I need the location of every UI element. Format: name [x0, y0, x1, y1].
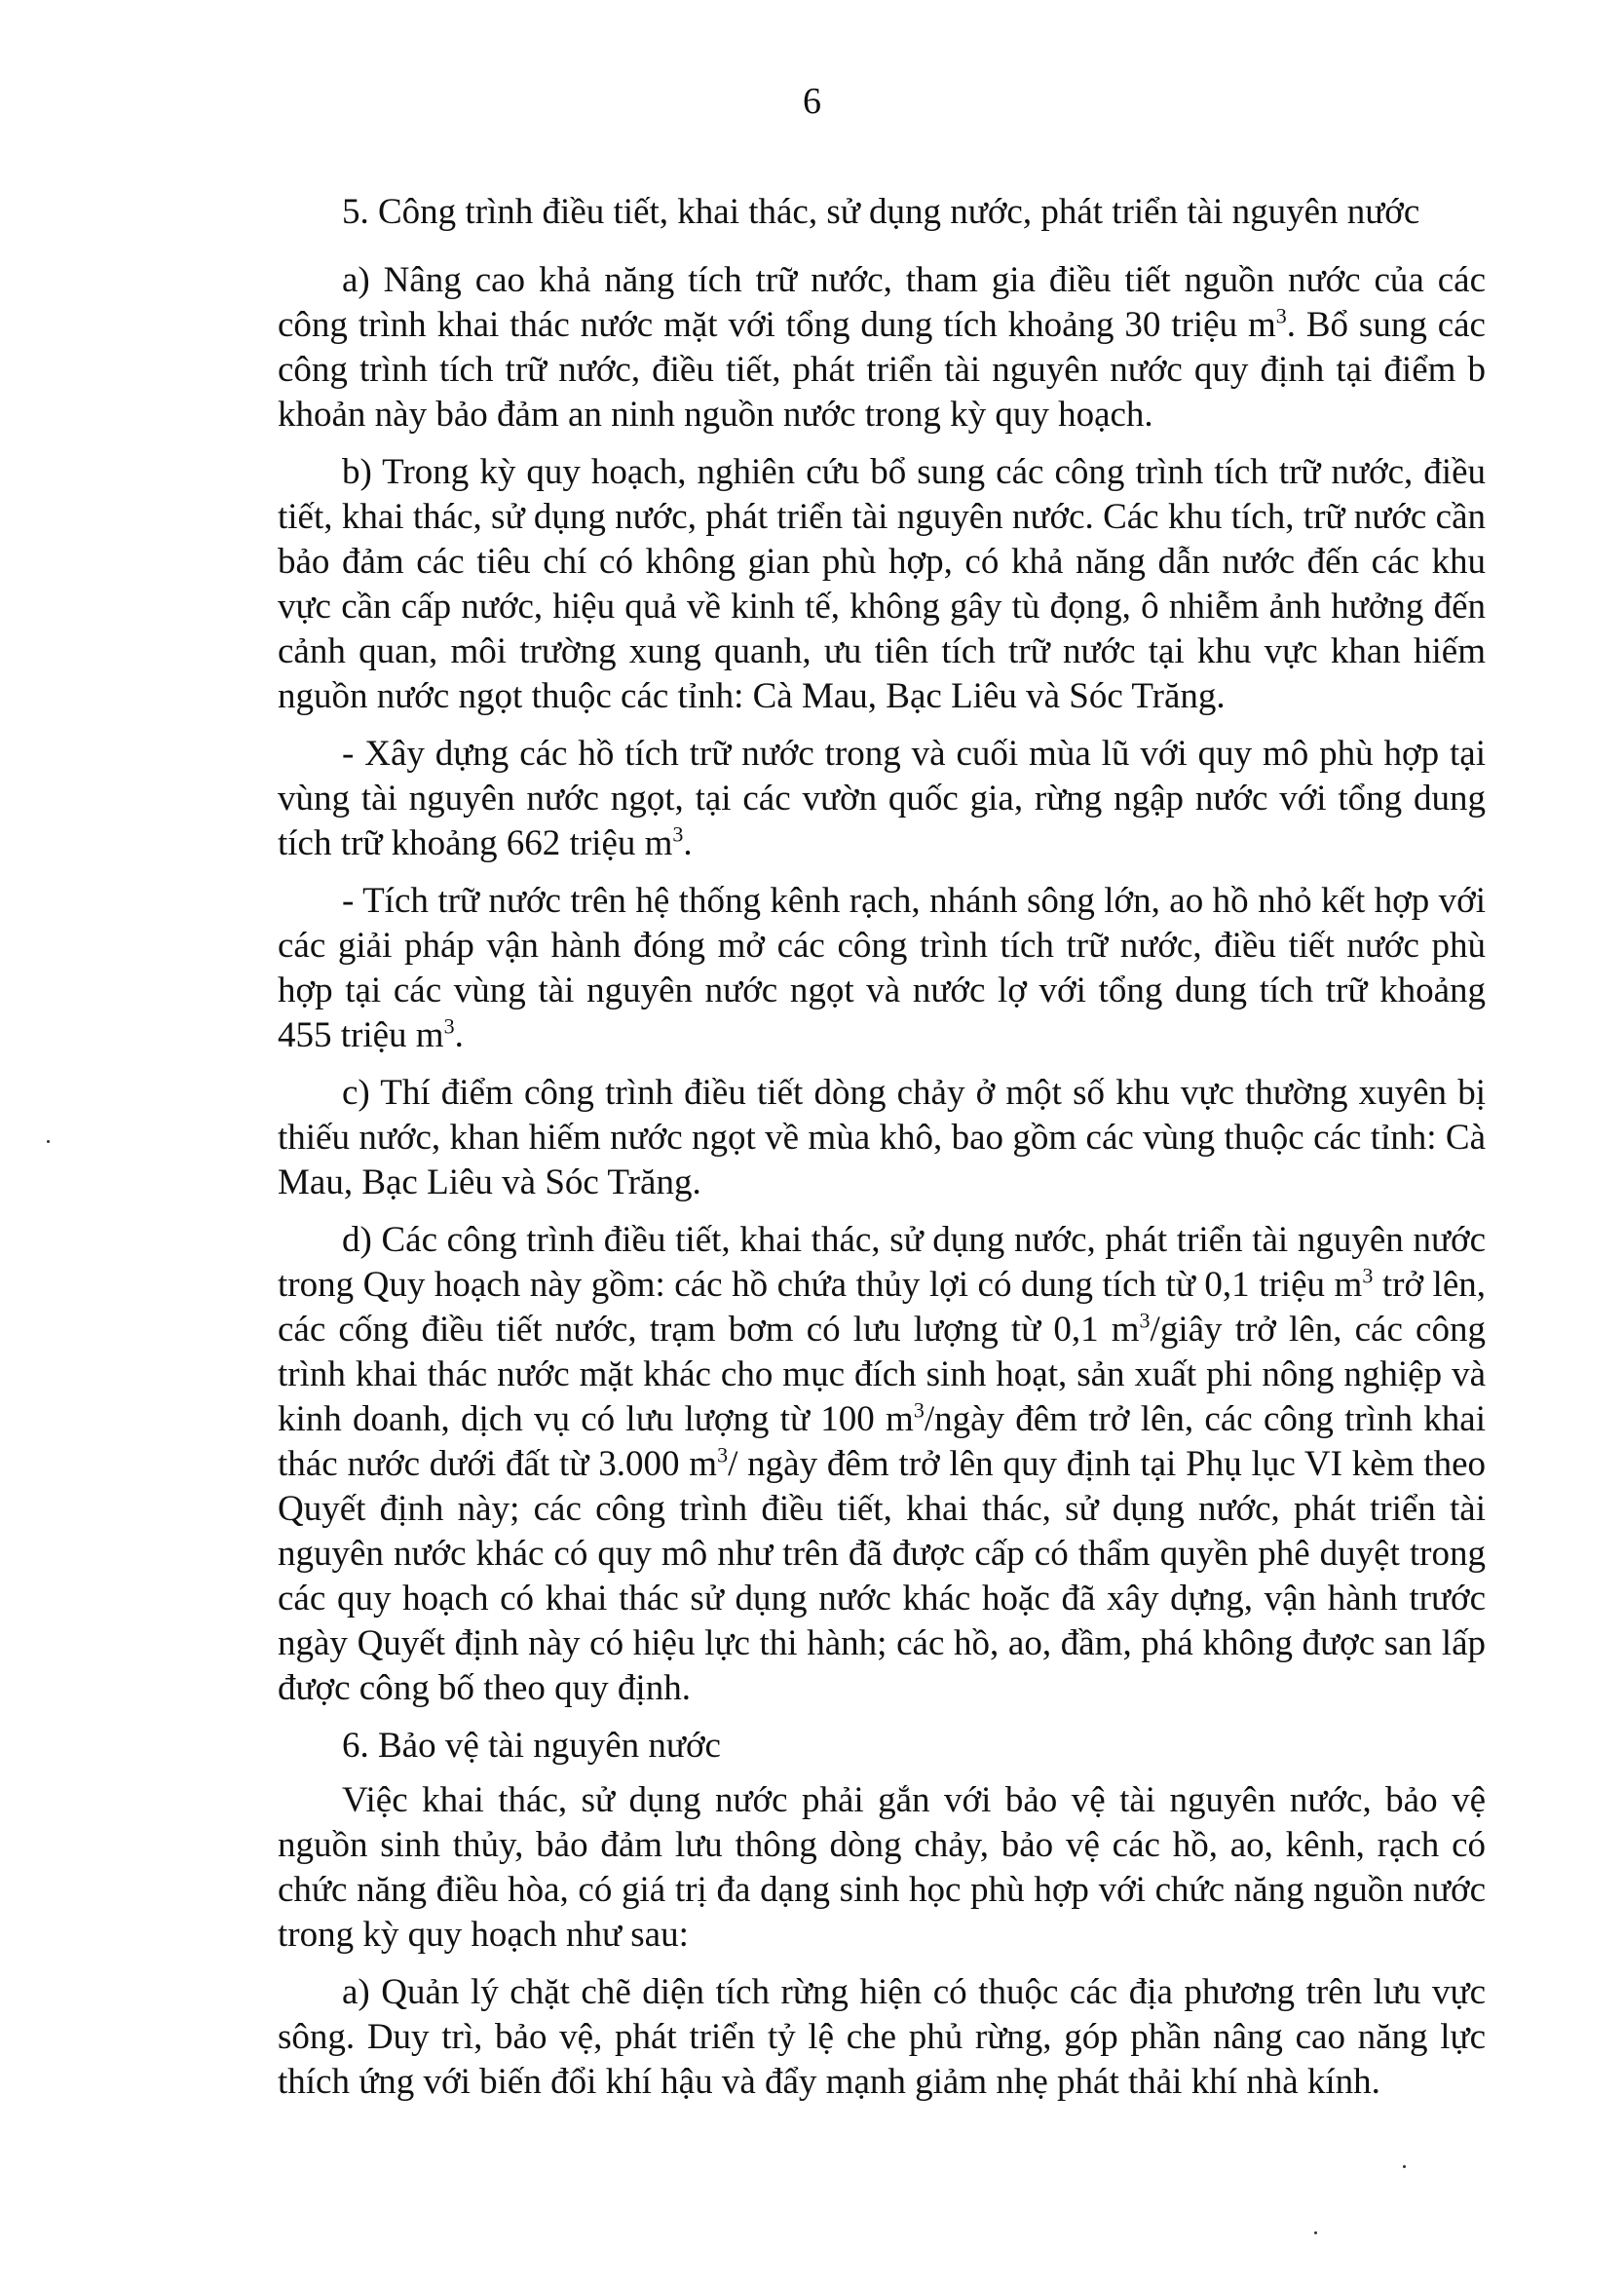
section-5-item-d: [278, 1218, 1486, 1711]
section-5-item-b-dash-2: [278, 879, 1486, 1058]
text-run: . Bổ sung các công trình tích trữ nước, điều tiết, phát triển tài nguyên nước quy định tại điểm b khoản này bảo đảm an ninh nguồn nước trong kỳ quy hoạch.: [278, 305, 1486, 435]
superscript: 3: [1275, 303, 1287, 328]
section-5-item-a: [278, 258, 1486, 438]
document-body: [278, 190, 1486, 2117]
section-6-heading: 6. Bảo vệ tài nguyên nước: [342, 1726, 721, 1766]
scan-speck: [1403, 2165, 1406, 2168]
superscript: 3: [1139, 1308, 1151, 1333]
superscript: 3: [1362, 1263, 1374, 1288]
superscript: 3: [717, 1442, 729, 1467]
section-5-item-b-dash-1: [278, 732, 1486, 866]
section-6-intro: Việc khai thác, sử dụng nước phải gắn với bảo vệ tài nguyên nước, bảo vệ nguồn sinh thủy, bảo đảm lưu thông dòng chảy, bảo vệ các hồ, ao, kênh, rạch có chức năng điều hòa, có giá trị đa dạng sinh học phù hợp với chức năng nguồn nước trong kỳ quy hoạch như sau:: [278, 1780, 1486, 1955]
scan-speck: [1314, 2231, 1317, 2234]
section-5-item-b: b) Trong kỳ quy hoạch, nghiên cứu bổ sung các công trình tích trữ nước, điều tiết, khai thác, sử dụng nước, phát triển tài nguyên nước. Các khu tích, trữ nước cần bảo đảm các tiêu chí có không gian phù hợp, có khả năng dẫn nước đến các khu vực cần cấp nước, hiệu quả về kinh tế, không gây tù đọng, ô nhiễm ảnh hưởng đến cảnh quan, môi trường xung quanh, ưu tiên tích trữ nước tại khu vực khan hiếm nguồn nước ngọt thuộc các tỉnh: Cà Mau, Bạc Liêu và Sóc Trăng.: [278, 452, 1486, 716]
section-6-item-a: a) Quản lý chặt chẽ diện tích rừng hiện có thuộc các địa phương trên lưu vực sông. Duy trì, bảo vệ, phát triển tỷ lệ che phủ rừng, góp phần nâng cao năng lực thích ứng với biến đổi khí hậu và đẩy mạnh giảm nhẹ phát thải khí nhà kính.: [278, 1972, 1486, 2102]
text-run: - Xây dựng các hồ tích trữ nước trong và cuối mùa lũ với quy mô phù hợp tại vùng tài nguyên nước ngọt, tại các vườn quốc gia, rừng ngập nước với tổng dung tích trữ khoảng 662 triệu m: [278, 734, 1486, 863]
section-5-heading: 5. Công trình điều tiết, khai thác, sử dụng nước, phát triển tài nguyên nước: [342, 192, 1420, 232]
text-run: - Tích trữ nước trên hệ thống kênh rạch, nhánh sông lớn, ao hồ nhỏ kết hợp với các giải pháp vận hành đóng mở các công trình tích trữ nước, điều tiết nước phù hợp tại các vùng tài nguyên nước ngọt và nước lợ với tổng dung tích trữ khoảng 455 triệu m: [278, 881, 1486, 1055]
superscript: 3: [672, 821, 684, 847]
text-run: .: [454, 1015, 464, 1055]
text-run: /giây trở lên, các công trình khai thác nước mặt khác cho mục đích sinh hoạt, sản xuất phi nông nghiệp và kinh doanh, dịch vụ có lưu lượng từ 100 m: [278, 1310, 1486, 1439]
text-run: trở lên, các cống điều tiết nước, trạm bơm có lưu lượng từ 0,1 m: [278, 1265, 1486, 1350]
superscript: 3: [443, 1013, 455, 1039]
scan-speck: [47, 1140, 50, 1143]
text-run: / ngày đêm trở lên quy định tại Phụ lục VI kèm theo Quyết định này; các công trình điều tiết, khai thác, sử dụng nước, phát triển tài nguyên nước khác có quy mô như trên đã được cấp có thẩm quyền phê duyệt trong các quy hoạch có khai thác sử dụng nước khác hoặc đã xây dựng, vận hành trước ngày Quyết định này có hiệu lực thi hành; các hồ, ao, đầm, phá không được san lấp được công bố theo quy định.: [278, 1444, 1486, 1708]
text-run: /ngày đêm trở lên, các công trình khai thác nước dưới đất từ 3.000 m: [278, 1399, 1486, 1484]
text-run: a) Nâng cao khả năng tích trữ nước, tham gia điều tiết nguồn nước của các công trình khai thác nước mặt với tổng dung tích khoảng 30 triệu m: [278, 260, 1486, 345]
superscript: 3: [913, 1397, 925, 1423]
page-number: 6: [803, 81, 821, 122]
text-run: d) Các công trình điều tiết, khai thác, sử dụng nước, phát triển tài nguyên nước trong Quy hoạch này gồm: các hồ chứa thủy lợi có dung tích từ 0,1 triệu m: [278, 1220, 1486, 1305]
section-5-item-c: c) Thí điểm công trình điều tiết dòng chảy ở một số khu vực thường xuyên bị thiếu nước, khan hiếm nước ngọt về mùa khô, bao gồm các vùng thuộc các tỉnh: Cà Mau, Bạc Liêu và Sóc Trăng.: [278, 1073, 1486, 1202]
text-run: .: [683, 823, 693, 863]
